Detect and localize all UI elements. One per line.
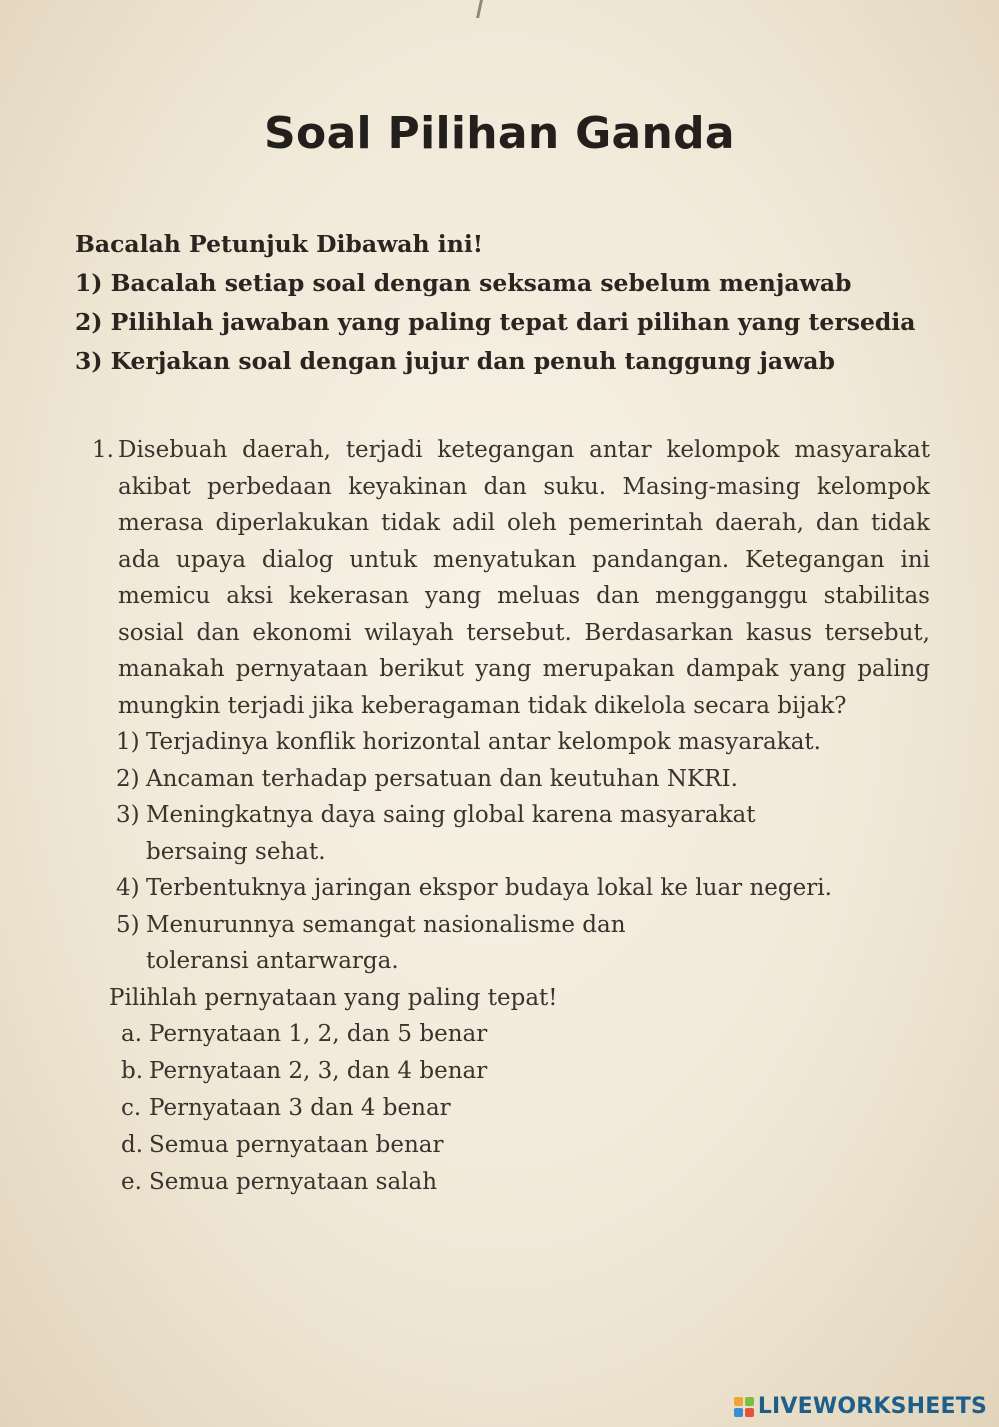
statement-number: 2) bbox=[116, 765, 140, 792]
statement-text: Meningkatnya daya saing global karena masyarakat bersaing sehat. bbox=[146, 802, 756, 865]
answer-option-e[interactable] bbox=[121, 1164, 932, 1201]
statement-text: Terbentuknya jaringan ekspor budaya lokal ke luar negeri. bbox=[146, 875, 832, 901]
statement-number: 4) bbox=[116, 875, 140, 901]
statement-list bbox=[116, 724, 932, 980]
option-letter: e. bbox=[121, 1169, 142, 1195]
liveworksheets-logo bbox=[734, 1394, 987, 1419]
question-prompt: Pilihlah pernyataan yang paling tepat! bbox=[109, 984, 558, 1011]
statement-number: 1) bbox=[116, 729, 140, 755]
answer-option-d[interactable] bbox=[121, 1127, 932, 1164]
question-1 bbox=[92, 432, 932, 1201]
answer-options bbox=[121, 1016, 932, 1201]
liveworksheets-logo-icon bbox=[734, 1397, 754, 1417]
logo-square-icon bbox=[734, 1397, 743, 1406]
watermark-text: LIVEWORKSHEETS bbox=[757, 1394, 987, 1419]
option-letter: b. bbox=[121, 1058, 144, 1084]
statement-item bbox=[116, 907, 932, 980]
logo-square-icon bbox=[745, 1397, 754, 1406]
instruction-item: 2) Pilihlah jawaban yang paling tepat dari pilihan yang tersedia bbox=[75, 308, 916, 336]
instructions-heading: Bacalah Petunjuk Dibawah ini! bbox=[75, 230, 484, 258]
page-title: Soal Pilihan Ganda bbox=[264, 108, 735, 159]
statement-number: 5) bbox=[116, 911, 140, 938]
option-text: Pernyataan 3 dan 4 benar bbox=[149, 1095, 451, 1121]
answer-option-b[interactable] bbox=[121, 1053, 932, 1090]
statement-number: 3) bbox=[116, 802, 140, 828]
statement-item bbox=[116, 724, 932, 761]
logo-square-icon bbox=[745, 1408, 754, 1417]
instruction-item: 1) Bacalah setiap soal dengan seksama sebelum menjawab bbox=[75, 269, 852, 297]
statement-item bbox=[116, 797, 932, 870]
instruction-item: 3) Kerjakan soal dengan jujur dan penuh tanggung jawab bbox=[75, 347, 835, 375]
statement-item bbox=[116, 761, 932, 798]
option-text: Pernyataan 1, 2, dan 5 benar bbox=[149, 1021, 488, 1047]
option-letter: d. bbox=[121, 1132, 144, 1158]
answer-option-a[interactable] bbox=[121, 1016, 932, 1053]
option-letter: a. bbox=[121, 1021, 143, 1047]
option-text: Pernyataan 2, 3, dan 4 benar bbox=[149, 1058, 488, 1084]
option-text: Semua pernyataan benar bbox=[149, 1132, 444, 1158]
question-text: Disebuah daerah, terjadi ketegangan antar kelompok masyarakat akibat perbedaan keyakinan dan suku. Masing-masing kelompok merasa diperlakukan tidak adil oleh pemerintah daerah, dan tidak ada upaya dialog untuk menyatukan pandangan. Ketegangan ini memicu aksi kekerasan yang meluas dan mengganggu stabilitas sosial dan ekonomi wilayah tersebut. Berdasarkan kasus tersebut, manakah pernyataan berikut yang merupakan dampak yang paling mungkin terjadi jika keberagaman tidak dikelola secara bijak? bbox=[118, 437, 930, 719]
paper-mark bbox=[476, 0, 483, 18]
logo-square-icon bbox=[734, 1408, 743, 1417]
statement-item bbox=[116, 870, 932, 907]
question-number: 1. bbox=[92, 437, 114, 463]
option-text: Semua pernyataan salah bbox=[149, 1169, 438, 1195]
statement-text: Ancaman terhadap persatuan dan keutuhan NKRI. bbox=[146, 765, 738, 792]
statement-text: Terjadinya konflik horizontal antar kelompok masyarakat. bbox=[146, 729, 821, 755]
option-letter: c. bbox=[121, 1095, 142, 1121]
answer-option-c[interactable] bbox=[121, 1090, 932, 1127]
statement-text: Menurunnya semangat nasionalisme dan toleransi antarwarga. bbox=[146, 911, 626, 974]
instructions-block bbox=[75, 225, 955, 381]
